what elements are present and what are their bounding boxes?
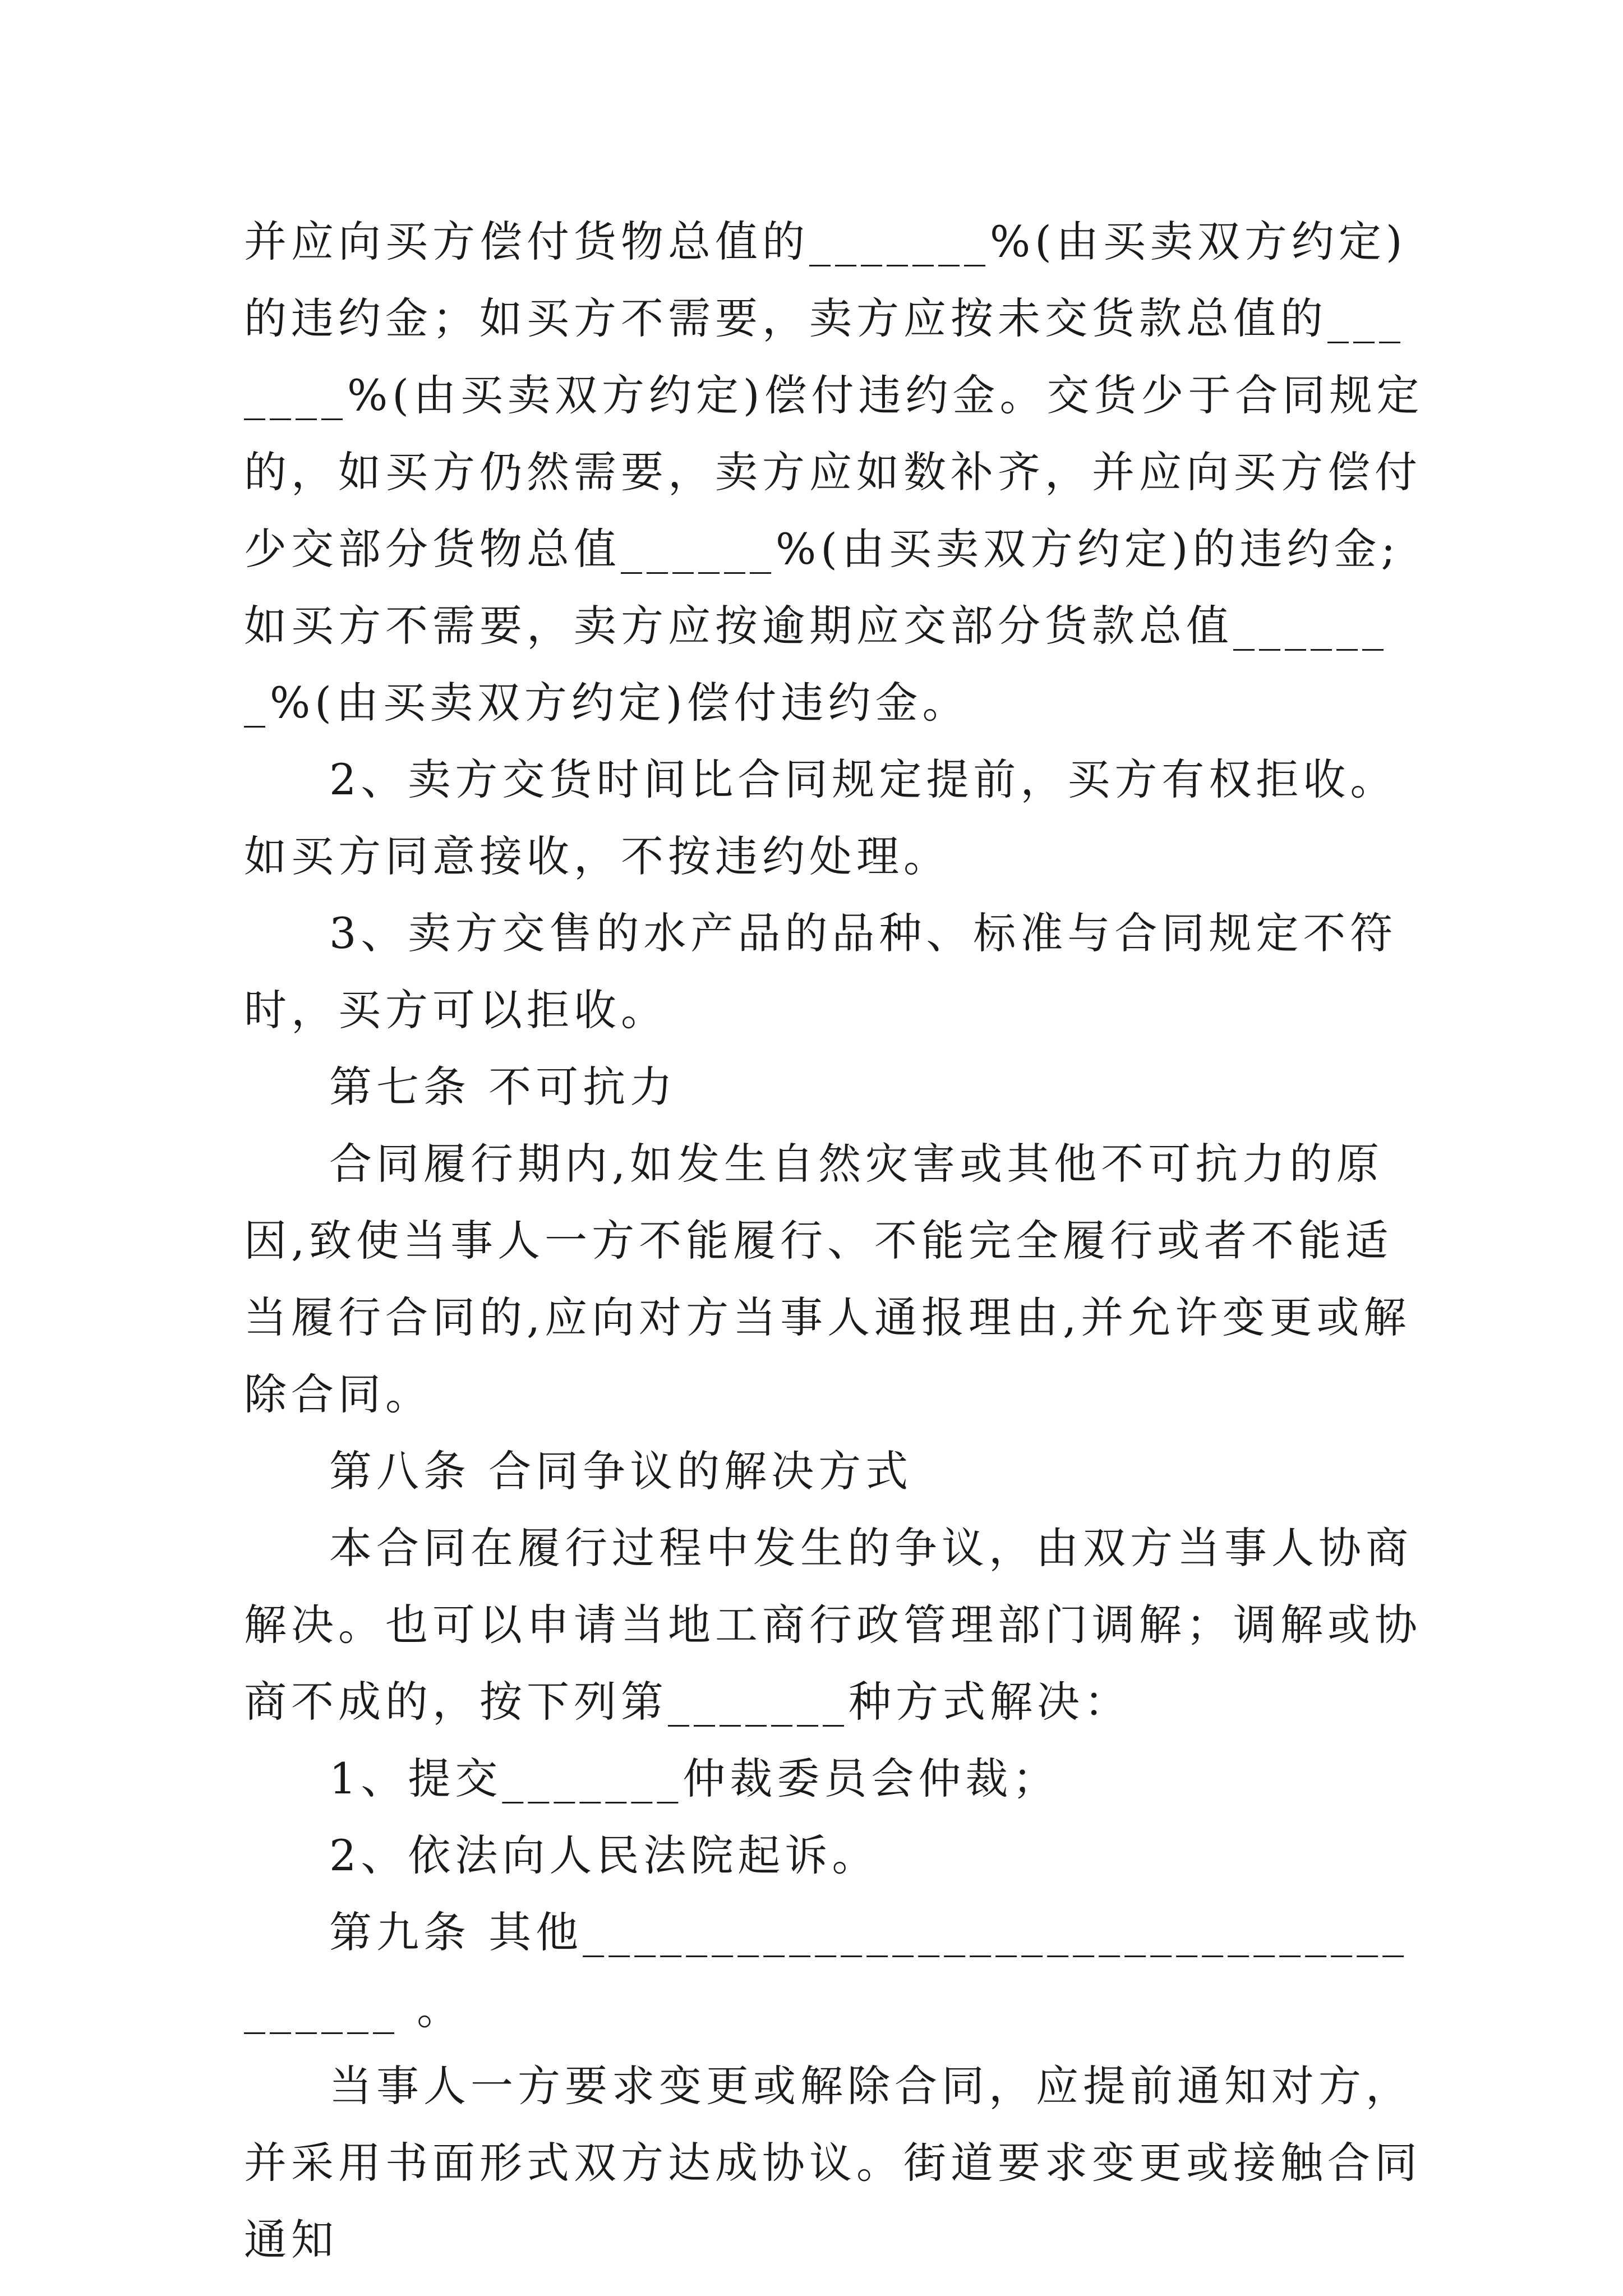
paragraph-force-majeure: 合同履行期内,如发生自然灾害或其他不可抗力的原因,致使当事人一方不能履行、不能完全履行或者不能适当履行合同的,应向对方当事人通报理由,并允许变更或解除合同。 [244, 1139, 1411, 1419]
list-item-litigation: 2、依法向人民法院起诉。 [329, 1830, 879, 1880]
paragraph-early-delivery: 2、卖方交货时间比合同规定提前，买方有权拒收。如买方同意接收，不按违约处理。 [244, 754, 1398, 881]
document-body [244, 203, 1427, 2278]
heading-article-9: 第九条 其他______________________________________ 。 [244, 1907, 1409, 2034]
heading-article-8: 第八条 合同争议的解决方式 [329, 1446, 913, 1496]
heading-article-7: 第七条 不可抗力 [329, 1062, 677, 1112]
list-item-arbitration: 1、提交_______仲裁委员会仲裁； [329, 1754, 1060, 1803]
paragraph-nonconforming-goods: 3、卖方交售的水产品的品种、标准与合同规定不符时，买方可以拒收。 [244, 908, 1398, 1035]
paragraph-dispute-resolution: 本合同在履行过程中发生的争议，由双方当事人协商解决。也可以申请当地工商行政管理部门调解；调解或协商不成的，按下列第_______种方式解决： [244, 1523, 1422, 1727]
paragraph-penalty-terms: 并应向买方偿付货物总值的_______%(由买卖双方约定)的违约金；如买方不需要，卖方应按未交货款总值的_______%(由买卖双方约定)偿付违约金。交货少于合同规定的，如买方仍然需要，卖方应如数补齐，并应向买方偿付少交部分货物总值______%(由买卖双方约定)的违约金;如买方不需要，卖方应按逾期应交部分货款总值_______%(由买卖双方约定)偿付违约金。 [244, 217, 1424, 728]
paragraph-contract-change: 当事人一方要求变更或解除合同，应提前通知对方，并采用书面形式双方达成协议。街道要求变更或接触合同通知 [244, 2061, 1422, 2265]
